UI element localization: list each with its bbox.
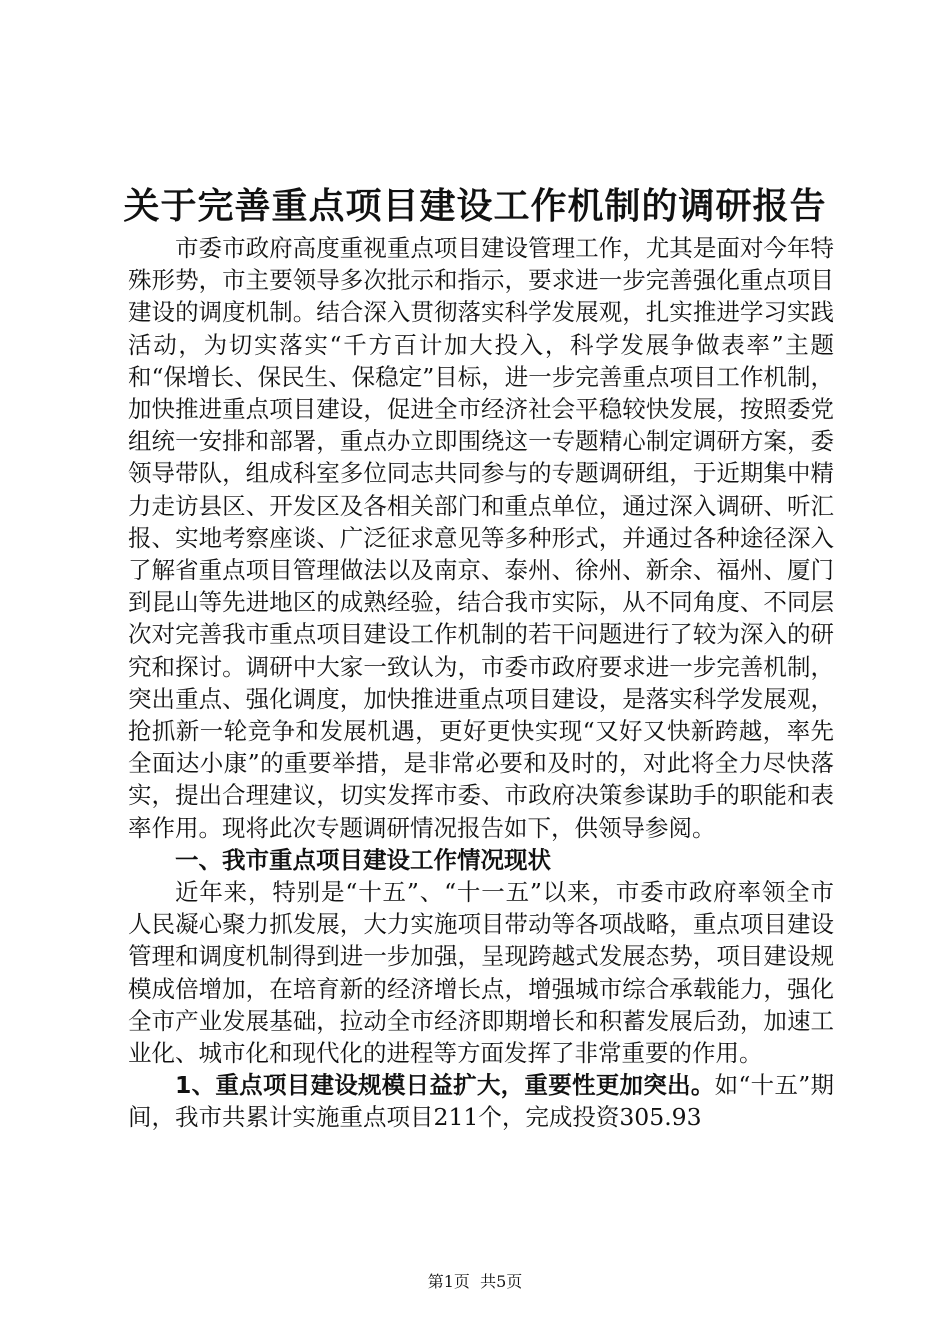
point-lead: 1、重点项目建设规模日益扩大，重要性更加突出。 <box>175 1071 715 1100</box>
point-paragraph <box>128 1069 834 1133</box>
document-title: 关于完善重点项目建设工作机制的调研报告 <box>123 185 827 227</box>
page-footer: 第1页 共5页 <box>427 1272 523 1291</box>
status-paragraph: 近年来，特别是“十五”、“十一五”以来，市委市政府率领全市人民凝心聚力抓发展，大力实施项目带动等各项战略，重点项目建设管理和调度机制得到进一步加强，呈现跨越式发展态势，项目建设规模成倍增加，在培育新的经济增长点，增强城市综合承载能力，强化全市产业发展基础，拉动全市经济即期增长和积蓄发展后劲，加速工业化、城市化和现代化的进程等方面发挥了非常重要的作用。 <box>128 878 834 1068</box>
document-body <box>128 232 834 1134</box>
section-heading: 一、我市重点项目建设工作情况现状 <box>175 845 551 874</box>
point-text: 如“十五”期间，我市共累计实施重点项目211个，完成投资305.93 <box>128 1071 834 1132</box>
intro-paragraph: 市委市政府高度重视重点项目建设管理工作，尤其是面对今年特殊形势，市主要领导多次批示和指示，要求进一步完善强化重点项目建设的调度机制。结合深入贯彻落实科学发展观，扎实推进学习实践活动，为切实落实“千方百计加大投入，科学发展争做表率”主题和“保增长、保民生、保稳定”目标，进一步完善重点项目工作机制，加快推进重点项目建设，促进全市经济社会平稳较快发展，按照委党组统一安排和部署，重点办立即围绕这一专题精心制定调研方案，委领导带队，组成科室多位同志共同参与的专题调研组，于近期集中精力走访县区、开发区及各相关部门和重点单位，通过深入调研、听汇报、实地考察座谈、广泛征求意见等多种形式，并通过各种途径深入了解省重点项目管理做法以及南京、泰州、徐州、新余、福州、厦门到昆山等先进地区的成熟经验，结合我市实际，从不同角度、不同层次对完善我市重点项目建设工作机制的若干问题进行了较为深入的研究和探讨。调研中大家一致认为，市委市政府要求进一步完善机制，突出重点、强化调度，加快推进重点项目建设，是落实科学发展观，抢抓新一轮竞争和发展机遇，更好更快实现“又好又快新跨越，率先全面达小康”的重要举措，是非常必要和及时的，对此将全力尽快落实，提出合理建议，切实发挥市委、市政府决策参谋助手的职能和表率作用。现将此次专题调研情况报告如下，供领导参阅。 <box>128 234 834 842</box>
